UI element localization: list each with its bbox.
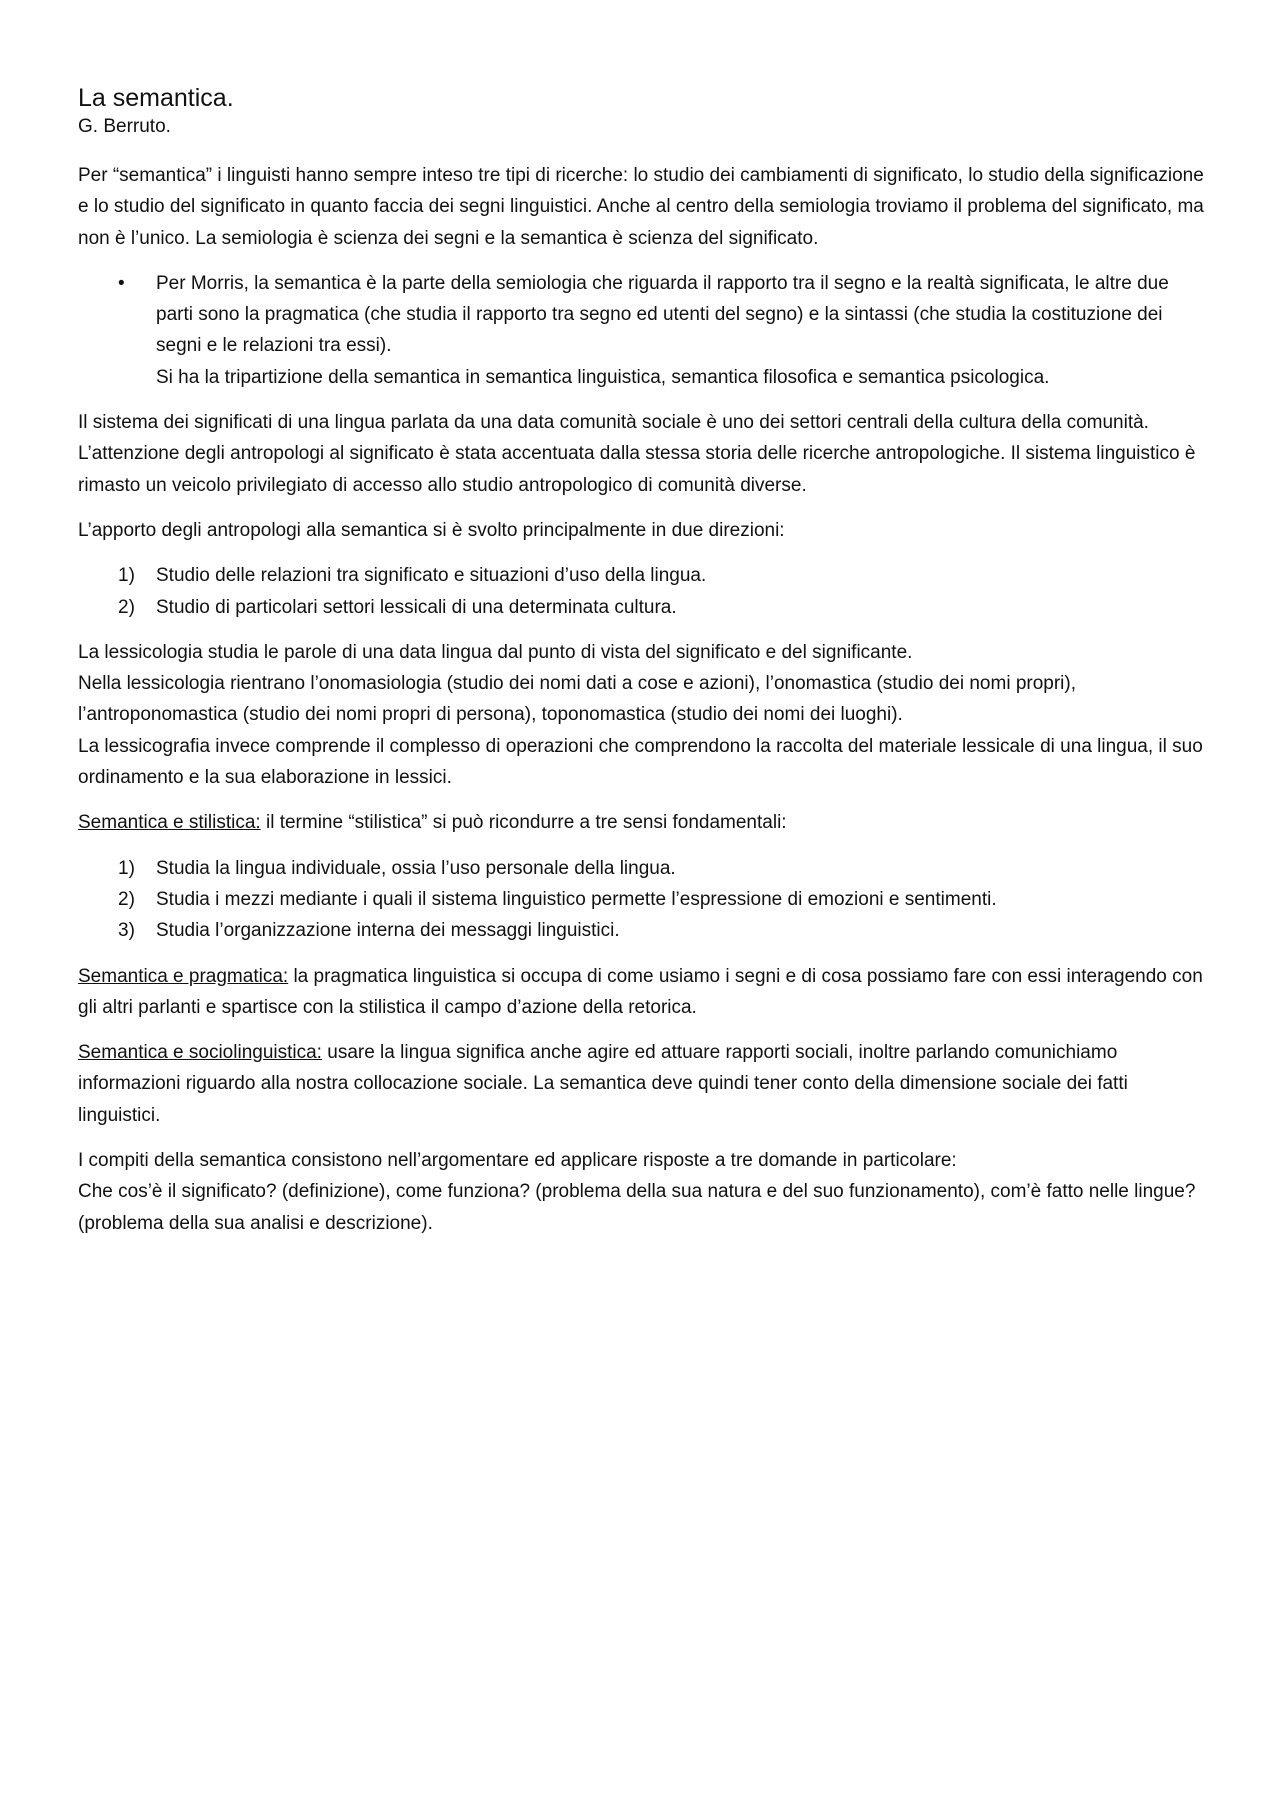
document-page bbox=[78, 82, 1208, 1253]
stilistica-text: il termine “stilistica” si può ricondurre a tre sensi fondamentali: bbox=[260, 812, 787, 834]
list-apporto bbox=[78, 560, 1208, 623]
paragraph-lessicologia bbox=[78, 637, 1208, 793]
bullet-list bbox=[78, 268, 1208, 393]
paragraph-stilistica bbox=[78, 807, 1208, 838]
list-text: Studio delle relazioni tra significato e situazioni d’uso della lingua. bbox=[156, 565, 707, 587]
list-stilistica bbox=[78, 853, 1208, 947]
list-item bbox=[78, 592, 1208, 623]
list-number: 3) bbox=[118, 920, 135, 942]
lessicologia-line: La lessicologia studia le parole di una data lingua dal punto di vista del significato e del significante. bbox=[78, 641, 913, 663]
list-item bbox=[78, 560, 1208, 591]
sociolinguistica-text: usare la lingua significa anche agire ed attuare rapporti sociali, inoltre parlando comunichiamo informazioni riguardo alla nostra collocazione sociale. La semantica deve quindi tener conto della dimensione sociale dei fatti linguistici. bbox=[78, 1042, 1128, 1126]
list-text: Studia l’organizzazione interna dei messaggi linguistici. bbox=[156, 920, 620, 942]
bullet-marker: • bbox=[118, 272, 125, 294]
pragmatica-label: Semantica e pragmatica: bbox=[78, 965, 289, 987]
compiti-domande-line: Che cos’è il significato? (definizione), come funziona? (problema della sua natura e del suo funzionamento), com’è fatto nelle lingue? (problema della sua analisi e descrizione). bbox=[78, 1181, 1196, 1234]
paragraph-pragmatica bbox=[78, 961, 1208, 1024]
bullet-line-tripartizione: Si ha la tripartizione della semantica in semantica linguistica, semantica filosofica e semantica psicologica. bbox=[156, 366, 1050, 388]
paragraph-apporto: L’apporto degli antropologi alla semantica si è svolto principalmente in due direzioni: bbox=[78, 519, 785, 541]
compiti-line: I compiti della semantica consistono nell’argomentare ed applicare risposte a tre domande in particolare: bbox=[78, 1150, 957, 1172]
list-item bbox=[78, 915, 1208, 946]
document-title: La semantica. bbox=[78, 84, 234, 112]
list-number: 2) bbox=[118, 888, 135, 910]
pragmatica-text: la pragmatica linguistica si occupa di come usiamo i segni e di cosa possiamo fare con essi interagendo con gli altri parlanti e spartisce con la stilistica il campo d’azione della retorica. bbox=[78, 965, 1203, 1018]
list-text: Studia la lingua individuale, ossia l’uso personale della lingua. bbox=[156, 857, 676, 879]
list-number: 2) bbox=[118, 596, 135, 618]
list-item bbox=[78, 853, 1208, 884]
paragraph-compiti bbox=[78, 1145, 1208, 1239]
bullet-item-morris bbox=[78, 268, 1208, 393]
document-author: G. Berruto. bbox=[78, 116, 171, 137]
lessicologia-rientrano-line: Nella lessicologia rientrano l’onomasiologia (studio dei nomi dati a cose e azioni), l’onomastica (studio dei nomi propri), l’antroponomastica (studio dei nomi propri di persona), toponomastica (studio dei nomi dei luoghi). bbox=[78, 673, 1077, 726]
lessicografia-line: La lessicografia invece comprende il complesso di operazioni che comprendono la raccolta del materiale lessicale di una lingua, il suo ordinamento e la sua elaborazione in lessici. bbox=[78, 735, 1203, 789]
bullet-line-morris: Per Morris, la semantica è la parte della semiologia che riguarda il rapporto tra il segno e la realtà significata, le altre due parti sono la pragmatica (che studia il rapporto tra segno ed utenti del segno) e la sintassi (che studia la costituzione dei segni e le relazioni tra essi). bbox=[156, 272, 1169, 357]
list-number: 1) bbox=[118, 857, 135, 879]
stilistica-label: Semantica e stilistica: bbox=[78, 812, 261, 834]
paragraph-sistema: Il sistema dei significati di una lingua parlata da una data comunità sociale è uno dei settori centrali della cultura della comunità. L’attenzione degli antropologi al significato è stata accentuata dalla stessa storia delle ricerche antropologiche. Il sistema linguistico è rimasto un veicolo privilegiato di accesso allo studio antropologico di comunità diverse. bbox=[78, 412, 1196, 496]
sociolinguistica-label: Semantica e sociolinguistica: bbox=[78, 1042, 322, 1064]
list-text: Studia i mezzi mediante i quali il sistema linguistico permette l’espressione di emozioni e sentimenti. bbox=[156, 888, 997, 910]
list-item bbox=[78, 884, 1208, 915]
list-number: 1) bbox=[118, 565, 135, 587]
list-text: Studio di particolari settori lessicali di una determinata cultura. bbox=[156, 596, 677, 618]
paragraph-intro: Per “semantica” i linguisti hanno sempre inteso tre tipi di ricerche: lo studio dei cambiamenti di significato, lo studio della significazione e lo studio del significato in quanto faccia dei segni linguistici. Anche al centro della semiologia troviamo il problema del significato, ma non è l’unico. La semiologia è scienza dei segni e la semantica è scienza del significato. bbox=[78, 165, 1204, 249]
paragraph-sociolinguistica bbox=[78, 1037, 1208, 1131]
